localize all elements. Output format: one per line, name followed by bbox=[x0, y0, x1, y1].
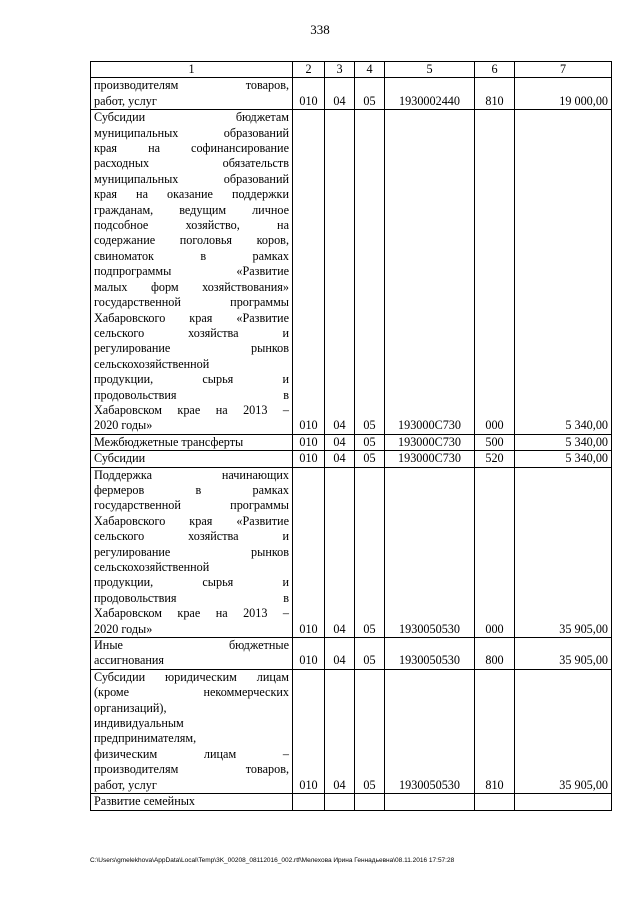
description-line: гражданам, ведущим личное bbox=[94, 202, 289, 217]
row-description bbox=[91, 110, 293, 435]
row-description bbox=[91, 434, 293, 450]
column-header: 5 bbox=[385, 62, 475, 78]
description-line: расходных обязательств bbox=[94, 156, 289, 171]
row-description bbox=[91, 669, 293, 793]
description-line: муниципальных образований bbox=[94, 171, 289, 186]
row-description bbox=[91, 467, 293, 637]
row-description bbox=[91, 638, 293, 670]
ministry-code: 010 bbox=[293, 669, 325, 793]
description-line: Хабаровского края «Развитие bbox=[94, 310, 289, 325]
ministry-code: 010 bbox=[293, 110, 325, 435]
description-line: края на софинансирование bbox=[94, 141, 289, 156]
subsection-code: 05 bbox=[355, 669, 385, 793]
description-line: Субсидии bbox=[94, 451, 146, 466]
description-line: подпрограммы «Развитие bbox=[94, 264, 289, 279]
amount-value: 19 000,00 bbox=[515, 78, 612, 110]
ministry-code bbox=[293, 794, 325, 810]
amount-value: 5 340,00 bbox=[515, 110, 612, 435]
description-line: продовольствия в bbox=[94, 387, 289, 402]
table-row bbox=[91, 638, 612, 670]
description-line: регулирование рынков bbox=[94, 341, 289, 356]
section-code: 04 bbox=[325, 110, 355, 435]
description-line: сельскохозяйственной bbox=[94, 356, 210, 371]
description-line: работ, услуг bbox=[94, 777, 157, 792]
table-row bbox=[91, 110, 612, 435]
description-line: 2020 годы» bbox=[94, 621, 153, 636]
expense-type-code: 810 bbox=[475, 78, 515, 110]
section-code: 04 bbox=[325, 78, 355, 110]
target-article-code: 1930050530 bbox=[385, 669, 475, 793]
ministry-code: 010 bbox=[293, 467, 325, 637]
description-line: продукции, сырья и bbox=[94, 372, 289, 387]
description-line: сельского хозяйства и bbox=[94, 325, 289, 340]
row-description bbox=[91, 794, 293, 810]
target-article-code: 1930050530 bbox=[385, 467, 475, 637]
description-line: организаций), bbox=[94, 700, 167, 715]
ministry-code: 010 bbox=[293, 434, 325, 450]
subsection-code: 05 bbox=[355, 451, 385, 467]
description-line: Развитие семейных bbox=[94, 794, 195, 809]
column-header: 3 bbox=[325, 62, 355, 78]
expense-type-code: 000 bbox=[475, 467, 515, 637]
description-line: предпринимателям, bbox=[94, 731, 197, 746]
column-header: 2 bbox=[293, 62, 325, 78]
section-code bbox=[325, 794, 355, 810]
description-line: свиноматок в рамках bbox=[94, 248, 289, 263]
expense-type-code: 500 bbox=[475, 434, 515, 450]
expense-type-code: 810 bbox=[475, 669, 515, 793]
description-line: Хабаровского края «Развитие bbox=[94, 513, 289, 528]
subsection-code bbox=[355, 794, 385, 810]
ministry-code: 010 bbox=[293, 78, 325, 110]
description-line: производителям товаров, bbox=[94, 762, 289, 777]
description-line: фермеров в рамках bbox=[94, 482, 289, 497]
target-article-code: 193000С730 bbox=[385, 110, 475, 435]
column-header: 4 bbox=[355, 62, 385, 78]
table-row bbox=[91, 78, 612, 110]
target-article-code: 1930002440 bbox=[385, 78, 475, 110]
description-line: подсобное хозяйство, на bbox=[94, 218, 289, 233]
section-code: 04 bbox=[325, 434, 355, 450]
description-line: продовольствия в bbox=[94, 590, 289, 605]
ministry-code: 010 bbox=[293, 451, 325, 467]
subsection-code: 05 bbox=[355, 638, 385, 670]
section-code: 04 bbox=[325, 451, 355, 467]
description-line: продукции, сырья и bbox=[94, 575, 289, 590]
section-code: 04 bbox=[325, 467, 355, 637]
description-line: индивидуальным bbox=[94, 716, 184, 731]
description-line: государственной программы bbox=[94, 295, 289, 310]
description-line: производителям товаров, bbox=[94, 78, 289, 93]
target-article-code: 1930050530 bbox=[385, 638, 475, 670]
description-line: Поддержка начинающих bbox=[94, 467, 289, 482]
description-line: (кроме некоммерческих bbox=[94, 685, 289, 700]
table-row bbox=[91, 434, 612, 450]
target-article-code bbox=[385, 794, 475, 810]
amount-value bbox=[515, 794, 612, 810]
description-line: муниципальных образований bbox=[94, 125, 289, 140]
expense-type-code bbox=[475, 794, 515, 810]
description-line: физическим лицам – bbox=[94, 746, 289, 761]
amount-value: 35 905,00 bbox=[515, 467, 612, 637]
expense-type-code: 800 bbox=[475, 638, 515, 670]
description-line: Субсидии бюджетам bbox=[94, 110, 289, 125]
table-body bbox=[91, 62, 612, 811]
amount-value: 35 905,00 bbox=[515, 638, 612, 670]
row-description bbox=[91, 78, 293, 110]
ministry-code: 010 bbox=[293, 638, 325, 670]
expense-type-code: 520 bbox=[475, 451, 515, 467]
subsection-code: 05 bbox=[355, 78, 385, 110]
target-article-code: 193000С730 bbox=[385, 451, 475, 467]
description-line: ассигнования bbox=[94, 653, 165, 668]
target-article-code: 193000С730 bbox=[385, 434, 475, 450]
expense-type-code: 000 bbox=[475, 110, 515, 435]
amount-value: 5 340,00 bbox=[515, 434, 612, 450]
description-line: Межбюджетные трансферты bbox=[94, 434, 244, 449]
table-row bbox=[91, 669, 612, 793]
amount-value: 35 905,00 bbox=[515, 669, 612, 793]
amount-value: 5 340,00 bbox=[515, 451, 612, 467]
page-number: 338 bbox=[310, 22, 330, 37]
table-row bbox=[91, 467, 612, 637]
subsection-code: 05 bbox=[355, 110, 385, 435]
document-footer-path: C:\Users\gmelekhova\AppData\Local\Temp\3K_00208_08112016_002.rtf\Мелехова Ирина Геннадьевна\08.11.2016 17:57:28 bbox=[90, 857, 455, 864]
section-code: 04 bbox=[325, 669, 355, 793]
subsection-code: 05 bbox=[355, 467, 385, 637]
description-line: Хабаровском крае на 2013 – bbox=[94, 402, 289, 417]
table-row bbox=[91, 794, 612, 810]
budget-table bbox=[90, 61, 612, 811]
column-header: 1 bbox=[91, 62, 293, 78]
row-description bbox=[91, 451, 293, 467]
table-header-row bbox=[91, 62, 612, 78]
section-code: 04 bbox=[325, 638, 355, 670]
description-line: Хабаровском крае на 2013 – bbox=[94, 606, 289, 621]
subsection-code: 05 bbox=[355, 434, 385, 450]
description-line: 2020 годы» bbox=[94, 418, 153, 433]
description-line: Иные бюджетные bbox=[94, 638, 289, 653]
column-header: 7 bbox=[515, 62, 612, 78]
description-line: края на оказание поддержки bbox=[94, 187, 289, 202]
column-header: 6 bbox=[475, 62, 515, 78]
table-row bbox=[91, 451, 612, 467]
description-line: сельского хозяйства и bbox=[94, 529, 289, 544]
description-line: малых форм хозяйствования» bbox=[94, 279, 289, 294]
description-line: Субсидии юридическим лицам bbox=[94, 669, 289, 684]
description-line: содержание поголовья коров, bbox=[94, 233, 289, 248]
description-line: сельскохозяйственной bbox=[94, 560, 210, 574]
description-line: регулирование рынков bbox=[94, 544, 289, 559]
description-line: государственной программы bbox=[94, 498, 289, 513]
description-line: работ, услуг bbox=[94, 93, 157, 108]
